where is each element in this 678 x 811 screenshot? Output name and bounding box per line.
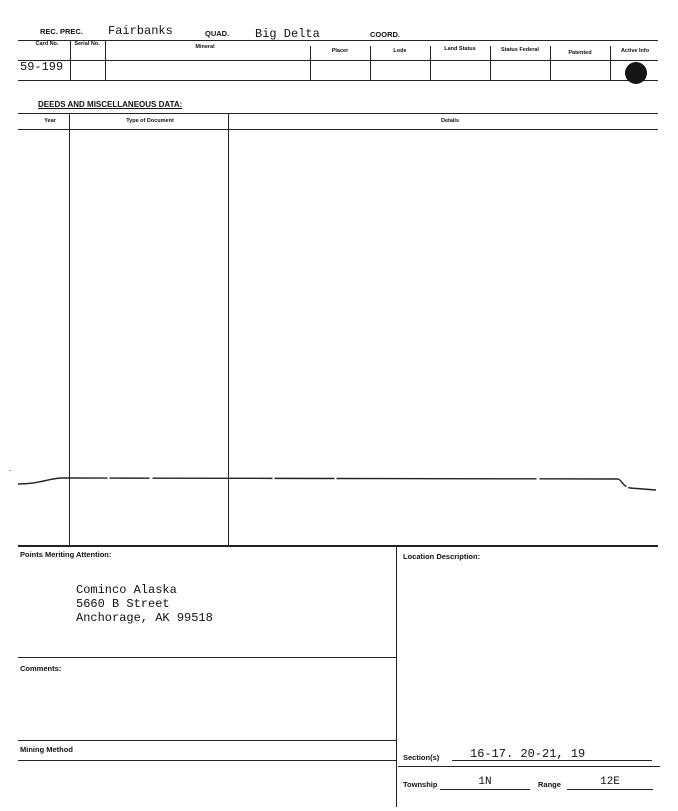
col-header-active-info: Active Info — [620, 48, 650, 54]
range-value: 12E — [567, 775, 653, 790]
col-header-patented: Patented — [568, 50, 592, 56]
quad-label: QUAD. — [205, 29, 230, 38]
col-header-card-no: Card No. — [35, 41, 59, 47]
rec-prec-value: Fairbanks — [108, 24, 173, 38]
active-marker-dot — [625, 62, 647, 84]
col-divider — [105, 40, 106, 80]
coord-label: COORD. — [370, 30, 400, 39]
header-top-rule — [18, 40, 658, 41]
col-header-placer: Placer — [331, 48, 349, 54]
col-header-lode: Lode — [393, 48, 407, 54]
col-divider — [550, 46, 551, 80]
mining-top-rule — [18, 740, 396, 741]
mining-bottom-rule — [18, 760, 396, 761]
deeds-section-title: DEEDS AND MISCELLANEOUS DATA: — [38, 100, 183, 109]
deeds-header-rule — [18, 129, 658, 130]
header-mid-rule — [18, 60, 658, 61]
address-line: 5660 B Street — [76, 597, 170, 611]
deeds-top-rule — [18, 113, 658, 114]
col-divider — [370, 46, 371, 80]
points-meriting-label: Points Meriting Attention: — [20, 550, 112, 559]
deeds-col-details: Details — [440, 118, 460, 124]
rec-prec-label: REC. PREC. — [40, 27, 83, 36]
col-divider — [310, 46, 311, 80]
address-line: Cominco Alaska — [76, 583, 177, 597]
col-divider — [610, 46, 611, 80]
address-line: Anchorage, AK 99518 — [76, 611, 213, 625]
quad-value: Big Delta — [255, 27, 320, 41]
points-address — [76, 583, 213, 625]
col-header-status-federal: Status Federal — [501, 47, 539, 53]
header-bottom-rule — [18, 80, 658, 81]
range-label: Range — [538, 780, 561, 789]
col-header-land-status: Land Status — [444, 46, 476, 52]
bottom-section-rule — [18, 545, 658, 547]
sections-value: 16-17. 20-21, 19 — [452, 747, 652, 761]
township-label: Township — [403, 780, 438, 789]
comments-rule — [18, 657, 396, 658]
township-value: 1N — [440, 775, 530, 790]
col-divider — [490, 46, 491, 80]
comments-label: Comments: — [20, 664, 62, 673]
mining-method-label: Mining Method — [20, 745, 73, 754]
sections-label: Section(s) — [403, 753, 440, 762]
col-divider — [70, 40, 71, 80]
sections-rule — [398, 766, 660, 767]
deeds-col-year: Year — [44, 118, 56, 124]
deeds-col-type: Type of Document — [126, 118, 174, 124]
page-fold-line — [0, 470, 678, 500]
bottom-section-divider — [396, 545, 397, 807]
location-description-label: Location Description: — [403, 552, 481, 561]
col-header-serial-no: Serial No. — [74, 41, 100, 47]
col-divider — [430, 46, 431, 80]
col-header-mineral: Mineral — [195, 44, 215, 50]
card-number-value: 59-199 — [20, 60, 64, 74]
